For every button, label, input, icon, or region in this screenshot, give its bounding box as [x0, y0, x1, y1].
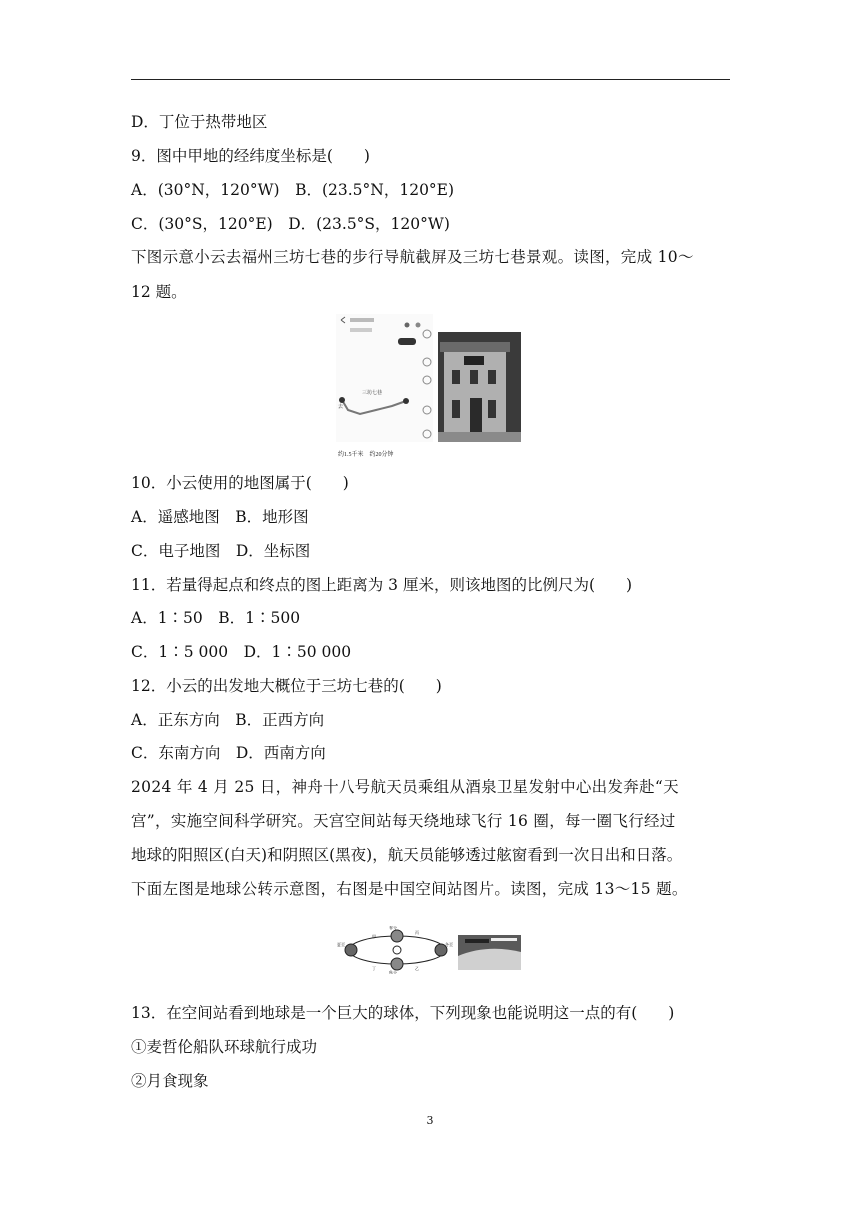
q13-item-1: ①麦哲伦船队环球航行成功 [131, 1038, 318, 1056]
label-spring: 春分 [389, 926, 397, 930]
q9-options-ab: A．(30°N，120°W) B．(23.5°N，120°E) [131, 181, 455, 199]
q9-options-cd: C．(30°S，120°E) D．(23.5°S，120°W) [131, 215, 450, 233]
intro-text-2: 2024 年 4 月 25 日，神舟十八号航天员乘组从酒泉卫星发射中心出发奔赴“天 [131, 778, 679, 796]
question-10: 10．小云使用的地图属于( ) [131, 474, 349, 492]
label-summer: 夏至 [337, 942, 345, 947]
q11-options-cd: C．1∶5 000 D．1∶50 000 [131, 643, 352, 661]
end-point [403, 398, 409, 404]
earth-spring [391, 930, 403, 942]
intro-text-2d: 下面左图是地球公转示意图，右图是中国空间站图片。读图，完成 13～15 题。 [131, 880, 688, 898]
walk-mode-button [398, 338, 416, 345]
navigation-figure [336, 314, 523, 460]
intro-text-2c: 地球的阳照区(白天)和阴照区(黑夜)，航天员能够透过舷窗看到一次日出和日落。 [131, 846, 683, 864]
q12-options-ab: A．正东方向 B．正西方向 [131, 711, 325, 729]
q10-options-cd: C．电子地图 D．坐标图 [131, 542, 311, 560]
intro-text-2b: 宫”，实施空间科学研究。天宫空间站每天绕地球飞行 16 圈，每一圈飞行经过 [131, 812, 676, 830]
revolution-and-station-figure [337, 926, 523, 974]
question-11: 11．若量得起点和终点的图上距离为 3 厘米，则该地图的比例尺为( ) [131, 576, 633, 594]
page-number: 3 [426, 1114, 434, 1127]
question-9: 9．图中甲地的经纬度坐标是( ) [131, 147, 370, 165]
label-autumn: 秋分 [389, 970, 397, 974]
map-label-start: 去 [338, 404, 344, 410]
intro-text-1b: 12 题。 [131, 283, 187, 301]
earth-autumn [391, 958, 403, 970]
label-yi: 乙 [415, 966, 419, 971]
q11-options-ab: A．1∶50 B．1∶500 [131, 609, 301, 627]
label-bing: 丙 [415, 930, 419, 935]
map-label: 三坊七巷 [362, 390, 383, 396]
q12-options-cd: C．东南方向 D．西南方向 [131, 744, 326, 762]
q10-options-ab: A．遥感地图 B．地形图 [131, 508, 309, 526]
question-12: 12．小云的出发地大概位于三坊七巷的( ) [131, 677, 442, 695]
label-winter: 冬至 [445, 942, 453, 947]
nav-screenshot [336, 314, 433, 442]
label-ding: 丁 [372, 966, 376, 971]
figure1-caption: 约1.5千米 约20分钟 [338, 452, 394, 458]
question-13: 13．在空间站看到地球是一个巨大的球体，下列现象也能说明这一点的有( ) [131, 1004, 675, 1022]
label-jia: 甲 [372, 934, 376, 939]
earth-summer [345, 944, 357, 956]
building-plaque [464, 356, 484, 365]
start-point [339, 397, 345, 403]
sun-icon [393, 946, 401, 954]
intro-text-1: 下图示意小云去福州三坊七巷的步行导航截屏及三坊七巷景观。读图，完成 10～ [131, 248, 694, 266]
header-rule [131, 79, 730, 80]
q13-item-2: ②月食现象 [131, 1072, 209, 1090]
option-d-line: D．丁位于热带地区 [131, 113, 268, 131]
